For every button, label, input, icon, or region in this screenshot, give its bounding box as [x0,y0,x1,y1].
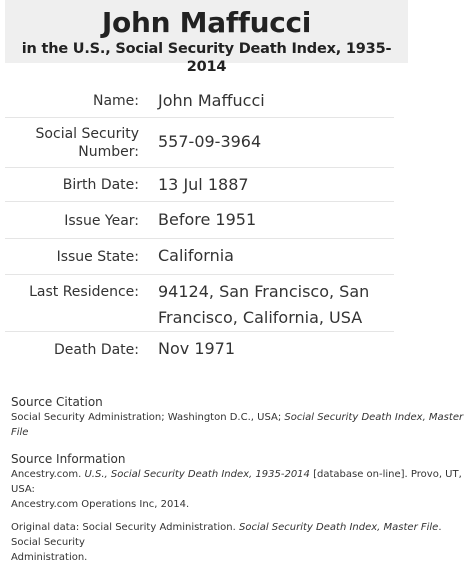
record-row-death-date [5,332,394,364]
last-residence-line2: Francisco, California, USA [158,308,363,327]
source-citation-plain: Social Security Administration; Washington D.C., USA; [11,412,285,423]
record-row-name [5,78,394,118]
death-date-label: Death Date: [54,342,139,358]
source-info-p1-b: [database on-line]. Provo, UT, USA: [11,469,462,495]
original-data-line2: Administration. [11,552,88,563]
source-info-p1-a: Ancestry.com. [11,469,85,480]
source-citation-text [11,410,469,440]
issue-year-value: Before 1951 [158,210,257,229]
birth-date-label: Birth Date: [62,177,139,193]
record-row-issue-state [5,239,394,275]
record-row-ssn [5,118,394,168]
source-information-heading: Source Information [11,452,126,466]
last-residence-line1: 94124, San Francisco, San [158,282,370,301]
source-info-p1-italic: U.S., Social Security Death Index, 1935-2014 [84,469,310,480]
original-data-text [11,520,469,565]
original-data-italic: Social Security Death Index, Master File [238,522,439,533]
ssn-label-line1: Social Security [35,126,139,142]
person-name-title: John Maffucci [101,6,312,39]
issue-year-label: Issue Year: [64,213,139,229]
collection-title: in the U.S., Social Security Death Index, 1935-2014 [21,41,392,75]
last-residence-value [139,279,394,331]
record-row-last-residence [5,275,394,332]
original-data-b: . Social Security [11,522,442,548]
last-residence-label: Last Residence: [29,284,139,300]
record-row-birth-date [5,168,394,202]
name-label: Name: [92,93,139,109]
issue-state-label: Issue State: [56,249,139,265]
ssn-value: 557-09-3964 [158,132,262,151]
birth-date-value: 13 Jul 1887 [158,175,249,194]
name-value: John Maffucci [158,91,265,110]
issue-state-value: California [158,246,234,265]
source-info-p1-line2: Ancestry.com Operations Inc, 2014. [11,499,190,510]
original-data-a: Original data: Social Security Administration. [11,522,239,533]
source-citation-heading: Source Citation [11,395,103,409]
source-citation-italic: Social Security Death Index, Master File [11,412,464,438]
record-table [5,78,394,364]
death-date-value: Nov 1971 [158,339,236,358]
ssn-label-line2: Number: [78,144,139,160]
source-information-text [11,467,469,512]
record-header [5,0,408,75]
record-row-issue-year [5,202,394,239]
ssn-label [5,125,139,167]
sources-section [11,395,469,565]
